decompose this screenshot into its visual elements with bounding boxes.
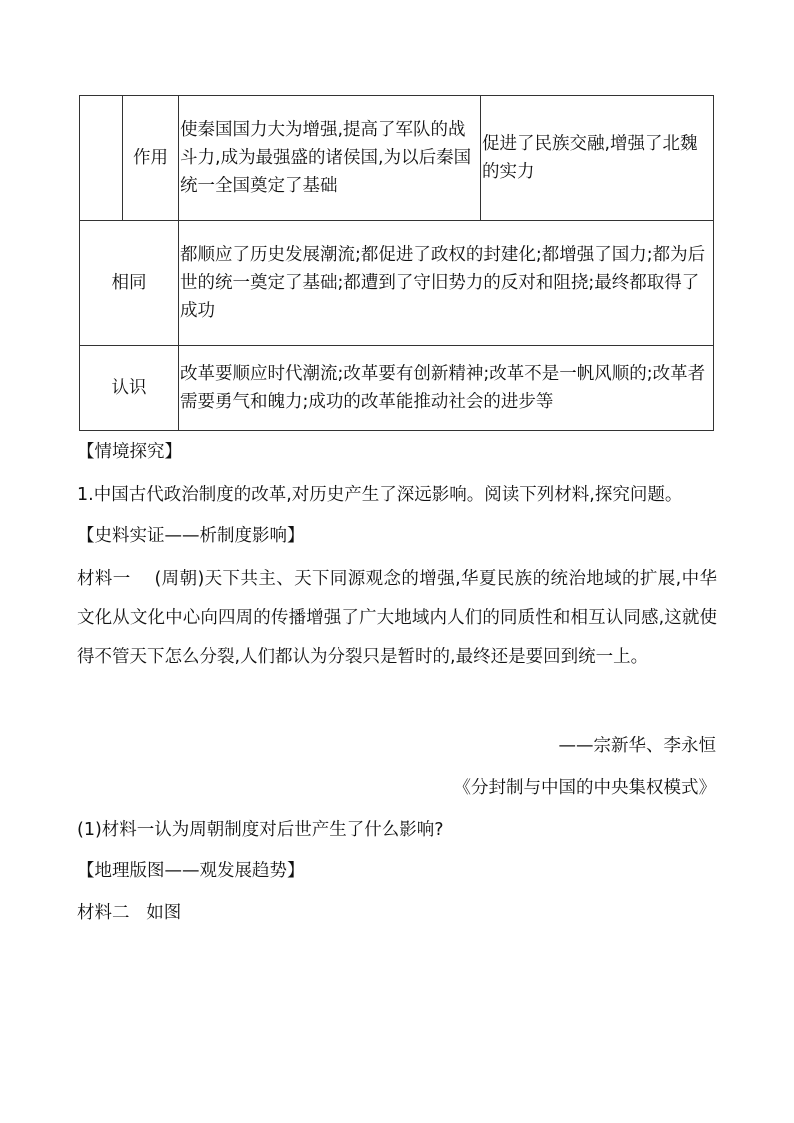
row-label-zuoyong: 作用 bbox=[123, 96, 179, 221]
material-1-paragraph bbox=[77, 560, 717, 677]
wei-effect-cell: 促进了民族交融,增强了北魏的实力 bbox=[481, 96, 714, 221]
material-1-label: 材料一 bbox=[77, 569, 131, 589]
renshi-content-cell: 改革要顺应时代潮流;改革要有创新精神;改革不是一帆风顺的;改革者需要勇气和魄力;成功的改革能推动社会的进步等 bbox=[179, 346, 714, 431]
material-1-author: ——宗新华、李永恒 bbox=[558, 736, 716, 756]
material-1-text: (周朝)天下共主、天下同源观念的增强,华夏民族的统治地域的扩展,中华文化从文化中心向四周的传播增强了广大地域内人们的同质性和相互认同感,这就使得不管天下怎么分裂,人们都认为分裂只是暂时的,最终还是要回到统一上。 bbox=[77, 569, 717, 667]
comparison-table bbox=[79, 95, 714, 431]
question-1: 1.中国古代政治制度的改革,对历史产生了深远影响。阅读下列材料,探究问题。 bbox=[77, 485, 683, 505]
section-heading-qingjing: 【情境探究】 bbox=[77, 442, 182, 462]
section-heading-dili: 【地理版图——观发展趋势】 bbox=[77, 861, 305, 881]
material-2-label: 材料二 bbox=[77, 903, 130, 923]
material-2-text: 如图 bbox=[146, 903, 182, 923]
material-2-line bbox=[77, 899, 181, 927]
question-1-1: (1)材料一认为周朝制度对后世产生了什么影响? bbox=[77, 820, 444, 840]
empty-cell bbox=[80, 96, 123, 221]
table-row-renshi bbox=[80, 346, 714, 431]
section-heading-shiliao: 【史料实证——析制度影响】 bbox=[77, 526, 305, 546]
qin-effect-cell: 使秦国国力大为增强,提高了军队的战斗力,成为最强盛的诸侯国,为以后秦国统一全国奠定了基础 bbox=[179, 96, 481, 221]
table-row-xiangtong bbox=[80, 221, 714, 346]
row-label-renshi: 认识 bbox=[80, 346, 179, 431]
table-row-zuoyong bbox=[80, 96, 714, 221]
xiangtong-content-cell: 都顺应了历史发展潮流;都促进了政权的封建化;都增强了国力;都为后世的统一奠定了基础;都遭到了守旧势力的反对和阻挠;最终都取得了成功 bbox=[179, 221, 714, 346]
row-label-xiangtong: 相同 bbox=[80, 221, 179, 346]
material-1-source: 《分封制与中国的中央集权模式》 bbox=[453, 778, 716, 798]
